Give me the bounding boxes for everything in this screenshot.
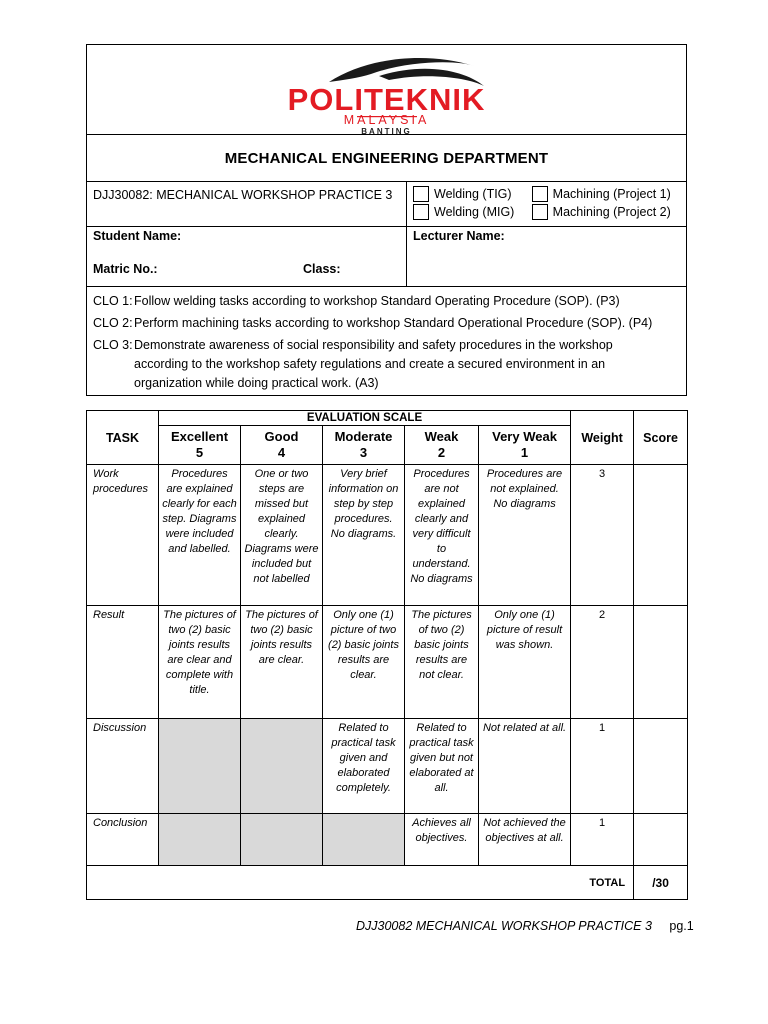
checkbox-icon[interactable] (413, 204, 429, 220)
criteria-very-weak: Not related at all. (479, 719, 571, 814)
page-number: pg.1 (669, 919, 694, 933)
criteria-good: The pictures of two (2) basic joints results are clear. (241, 606, 323, 719)
task-label: Work procedures (87, 465, 159, 606)
rubric-row-work-procedures (87, 465, 688, 606)
practice-options (407, 182, 687, 227)
criteria-excellent: The pictures of two (2) basic joints results are clear and complete with title. (159, 606, 241, 719)
logo-campus: BANTING (361, 127, 412, 136)
option-welding-tig[interactable] (413, 186, 532, 202)
criteria-very-weak: Procedures are not explained. No diagrams (479, 465, 571, 606)
checkbox-icon[interactable] (532, 204, 548, 220)
level-moderate (323, 426, 405, 465)
total-value: /30 (634, 866, 688, 900)
criteria-moderate: Very brief information on step by step procedures. No diagrams. (323, 465, 405, 606)
level-value: 5 (195, 445, 204, 460)
weight-value: 2 (571, 606, 634, 719)
level-value: 3 (359, 445, 368, 460)
criteria-good-na (241, 719, 323, 814)
level-name: Moderate (334, 429, 393, 444)
level-name: Very Weak (492, 429, 557, 444)
footer-course: DJJ30082 MECHANICAL WORKSHOP PRACTICE 3 (356, 919, 652, 933)
weight-value: 1 (571, 719, 634, 814)
criteria-weak: Related to practical task given but not elaborated at all. (405, 719, 479, 814)
rubric-row-discussion (87, 719, 688, 814)
level-value: 1 (520, 445, 529, 460)
task-label: Result (87, 606, 159, 719)
score-field[interactable] (634, 814, 688, 866)
option-label: Machining (Project 2) (552, 205, 671, 219)
option-welding-mig[interactable] (413, 204, 532, 220)
criteria-moderate-na (323, 814, 405, 866)
criteria-very-weak: Not achieved the objectives at all. (479, 814, 571, 866)
level-very-weak (479, 426, 571, 465)
criteria-weak: The pictures of two (2) basic joints results are not clear. (405, 606, 479, 719)
page-footer (356, 919, 694, 933)
criteria-excellent-na (159, 814, 241, 866)
rubric-row-result (87, 606, 688, 719)
clo-text: Perform machining tasks according to workshop Standard Operational Procedure (SOP). (P4) (134, 316, 653, 330)
matric-label: Matric No.: (93, 262, 158, 276)
criteria-weak: Achieves all objectives. (405, 814, 479, 866)
option-label: Welding (TIG) (434, 187, 512, 201)
clo-item (93, 336, 680, 393)
class-label: Class: (303, 262, 341, 276)
criteria-moderate: Only one (1) picture of two (2) basic joints results are clear. (323, 606, 405, 719)
level-name: Good (264, 429, 299, 444)
option-label: Machining (Project 1) (552, 187, 671, 201)
lecturer-name-label: Lecturer Name: (413, 229, 505, 243)
student-info-cell (87, 227, 407, 287)
level-name: Weak (424, 429, 459, 444)
weight-value: 3 (571, 465, 634, 606)
level-weak (405, 426, 479, 465)
criteria-very-weak: Only one (1) picture of result was shown. (479, 606, 571, 719)
option-machining-project-1[interactable] (532, 186, 680, 202)
total-label: TOTAL (87, 866, 634, 900)
rubric-total-row (87, 866, 688, 900)
lecturer-cell (407, 227, 687, 287)
weight-value: 1 (571, 814, 634, 866)
logo-cell (87, 45, 687, 135)
score-field[interactable] (634, 606, 688, 719)
criteria-excellent: Procedures are explained clearly for each step. Diagrams were included and labelled. (159, 465, 241, 606)
task-header: TASK (87, 411, 159, 465)
weight-header: Weight (571, 411, 634, 465)
logo-name: POLITEKNIK (287, 82, 486, 117)
clo-item (93, 314, 680, 333)
level-good (241, 426, 323, 465)
clo-text: Demonstrate awareness of social responsibility and safety procedures in the workshop according to the workshop safety regulations and create a secured environment in an organization while doing practical work. (A3) (134, 338, 613, 390)
score-header: Score (634, 411, 688, 465)
logo-country: MALAYSIA (343, 113, 430, 127)
option-machining-project-2[interactable] (532, 204, 680, 220)
clo-code: CLO 1: (93, 294, 133, 308)
criteria-excellent-na (159, 719, 241, 814)
task-label: Discussion (87, 719, 159, 814)
course-cell (87, 182, 407, 227)
criteria-moderate: Related to practical task given and elaborated completely. (323, 719, 405, 814)
clo-item (93, 292, 680, 311)
clo-code: CLO 3: (93, 338, 133, 352)
department-title: MECHANICAL ENGINEERING DEPARTMENT (87, 135, 687, 182)
level-name: Excellent (170, 429, 229, 444)
level-value: 4 (277, 445, 286, 460)
task-label: Conclusion (87, 814, 159, 866)
checkbox-icon[interactable] (413, 186, 429, 202)
criteria-good: One or two steps are missed but explained clearly. Diagrams were included but not labelled (241, 465, 323, 606)
option-label: Welding (MIG) (434, 205, 515, 219)
course-title: DJJ30082: MECHANICAL WORKSHOP PRACTICE 3 (93, 188, 393, 202)
level-value: 2 (437, 445, 446, 460)
student-name-label: Student Name: (93, 229, 182, 243)
rubric-row-conclusion (87, 814, 688, 866)
clo-text: Follow welding tasks according to workshop Standard Operating Procedure (SOP). (P3) (134, 294, 620, 308)
clo-code: CLO 2: (93, 316, 133, 330)
score-field[interactable] (634, 719, 688, 814)
score-field[interactable] (634, 465, 688, 606)
rubric-table (86, 410, 688, 900)
level-excellent (159, 426, 241, 465)
politeknik-logo (259, 52, 515, 136)
criteria-good-na (241, 814, 323, 866)
clo-list (87, 287, 687, 396)
criteria-weak: Procedures are not explained clearly and very difficult to understand. No diagrams (405, 465, 479, 606)
evaluation-scale-header: EVALUATION SCALE (159, 411, 571, 426)
checkbox-icon[interactable] (532, 186, 548, 202)
header-table (86, 44, 687, 396)
